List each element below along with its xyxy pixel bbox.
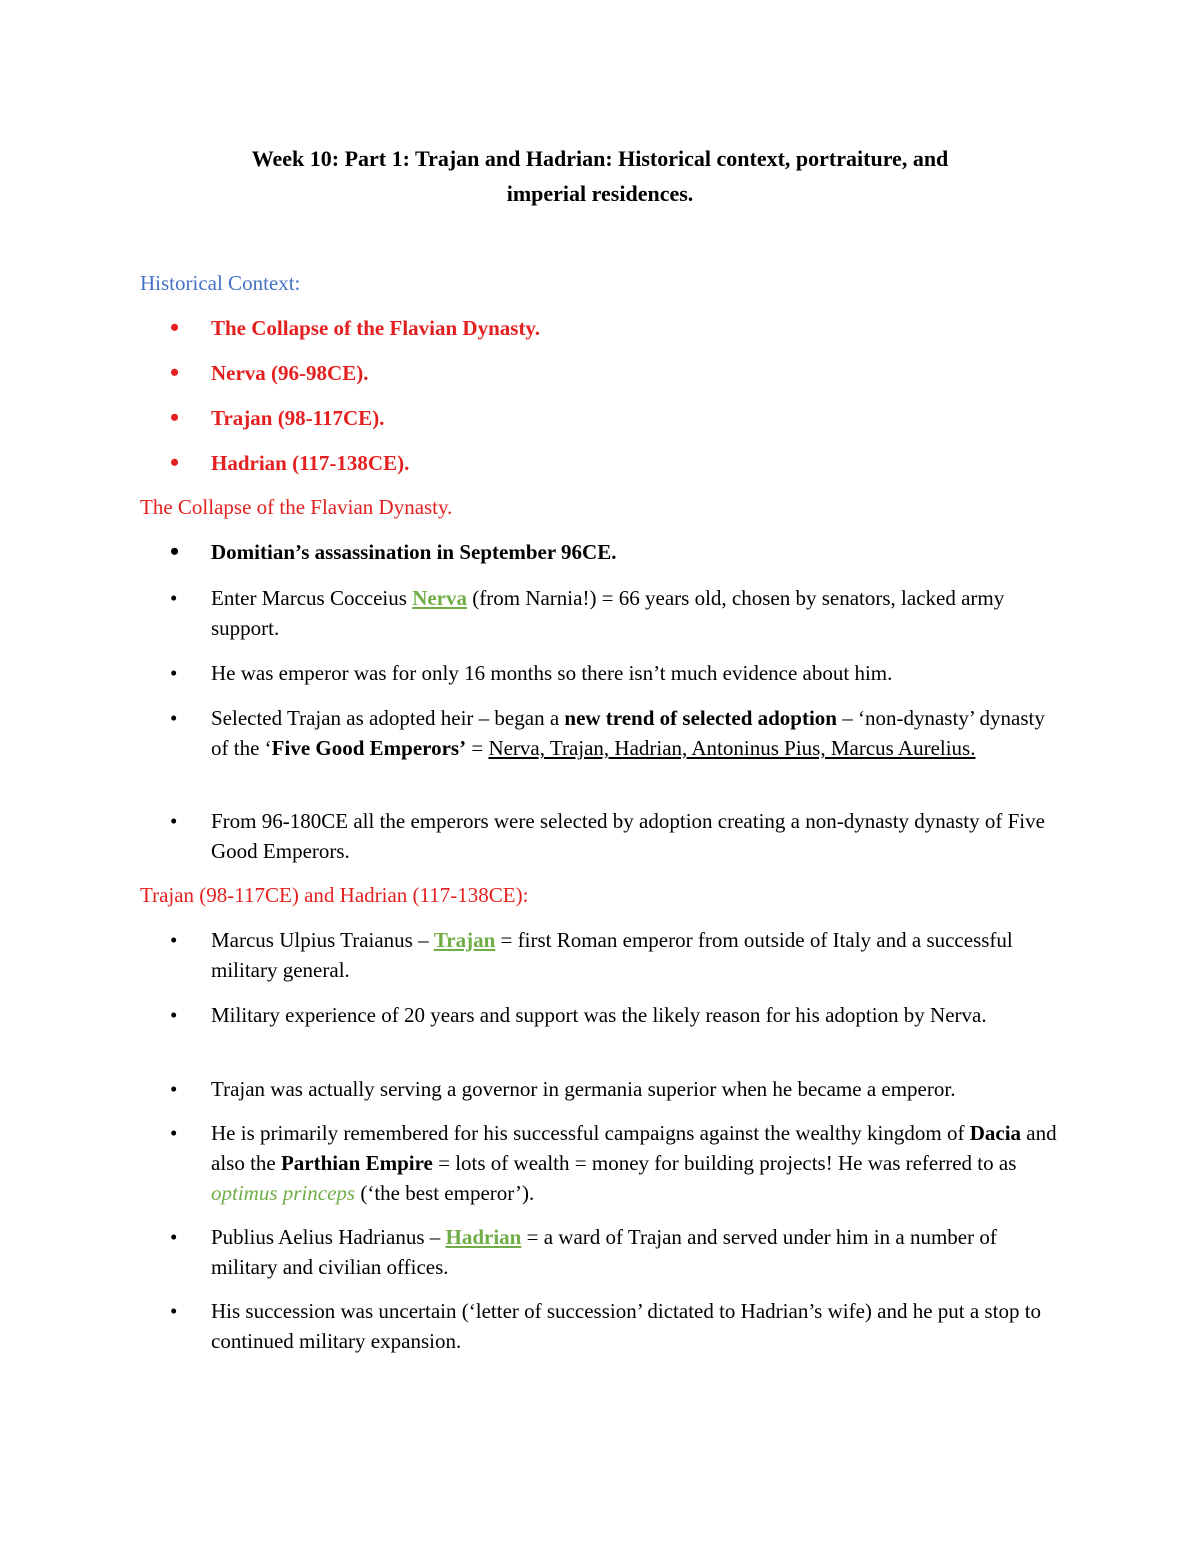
text-run: Marcus Ulpius Traianus – <box>211 928 434 952</box>
trajan-list-item <box>140 1118 1060 1208</box>
text-run: = first Roman emperor from outside of Italy and a successful military general. <box>211 928 1013 982</box>
trajan-list-item <box>140 1000 1060 1030</box>
bullet-icon: • <box>170 928 178 952</box>
trajan-item-text: Trajan was actually serving a governor in germania superior when he became a emperor. <box>211 1077 956 1101</box>
bullet-icon: • <box>170 809 178 833</box>
bullet-icon: • <box>170 448 180 477</box>
trajan-list-item <box>140 1222 1060 1282</box>
dacia-term: Dacia <box>969 1121 1022 1145</box>
trajan-list-item <box>140 925 1060 985</box>
trajan-item-text <box>211 1222 1060 1282</box>
text-run: = <box>466 736 489 760</box>
text-run-bold: Five Good Emperors’ <box>271 736 467 760</box>
flavian-list-item <box>140 537 1060 567</box>
text-run-bold: new trend of selected adoption <box>564 706 837 730</box>
text-run: Publius Aelius Hadrianus – <box>211 1225 446 1249</box>
text-run: = a ward of Trajan and served under him in a number of military and civilian offices. <box>211 1225 997 1279</box>
historical-context-heading: Historical Context: <box>140 271 301 295</box>
text-run: He is primarily remembered for his successful campaigns against the wealthy kingdom of <box>211 1121 970 1145</box>
text-run: – ‘non-dynasty’ dynasty of the ‘ <box>211 706 1045 760</box>
context-item-text: The Collapse of the Flavian Dynasty. <box>211 316 541 340</box>
bullet-icon: • <box>170 313 180 342</box>
bullet-icon: • <box>170 1299 178 1323</box>
text-run: (‘the best emperor’). <box>355 1181 535 1205</box>
text-run: (from Narnia!) = 66 years old, chosen by senators, lacked army support. <box>211 586 1005 640</box>
bullet-icon: • <box>170 403 180 432</box>
nerva-name: Nerva <box>412 586 467 610</box>
trajan-list-item <box>140 1296 1060 1356</box>
trajan-item-text: Military experience of 20 years and support was the likely reason for his adoption by Nerva. <box>211 1003 987 1027</box>
parthian-term: Parthian Empire <box>280 1151 433 1175</box>
flavian-list-item <box>140 806 1060 866</box>
title-line-2: imperial residences. <box>506 181 694 206</box>
flavian-item-text: He was emperor was for only 16 months so there isn’t much evidence about him. <box>211 661 893 685</box>
trajan-item-text <box>211 925 1060 985</box>
trajan-hadrian-heading: Trajan (98-117CE) and Hadrian (117-138CE): <box>140 883 529 907</box>
flavian-item-text <box>211 703 1060 763</box>
flavian-item-text: Domitian’s assassination in September 96CE. <box>211 540 617 564</box>
bullet-icon: • <box>170 1225 178 1249</box>
context-list-item <box>140 448 1060 478</box>
title-line-1: Week 10: Part 1: Trajan and Hadrian: Historical context, portraiture, and <box>251 146 949 171</box>
bullet-icon: • <box>170 706 178 730</box>
bullet-icon: • <box>170 661 178 685</box>
bullet-icon: • <box>170 586 178 610</box>
bullet-icon: • <box>170 1003 178 1027</box>
latin-term: optimus princeps <box>211 1181 356 1205</box>
trajan-name: Trajan <box>433 928 496 952</box>
flavian-list-item <box>140 658 1060 688</box>
context-item-text: Nerva (96-98CE). <box>211 361 369 385</box>
flavian-item-text <box>211 583 1060 643</box>
trajan-item-text <box>211 1118 1060 1208</box>
trajan-list-item <box>140 1074 1060 1104</box>
text-run: = lots of wealth = money for building projects! He was referred to as <box>432 1151 1017 1175</box>
context-list-item <box>140 403 1060 433</box>
bullet-icon: • <box>170 537 180 566</box>
context-list-item <box>140 358 1060 388</box>
context-list-item <box>140 313 1060 343</box>
text-run: Selected Trajan as adopted heir – began a <box>211 706 565 730</box>
trajan-item-text: His succession was uncertain (‘letter of succession’ dictated to Hadrian’s wife) and he put a stop to continued military expansion. <box>211 1299 1042 1353</box>
bullet-icon: • <box>170 358 180 387</box>
text-run: Enter Marcus Cocceius <box>211 586 413 610</box>
text-run: and also the <box>211 1121 1057 1175</box>
flavian-list-item <box>140 583 1060 643</box>
flavian-item-text: From 96-180CE all the emperors were selected by adoption creating a non-dynasty dynasty of Five Good Emperors. <box>211 809 1045 863</box>
flavian-heading: The Collapse of the Flavian Dynasty. <box>140 495 453 519</box>
document-title <box>140 141 1060 211</box>
bullet-icon: • <box>170 1077 178 1101</box>
bullet-icon: • <box>170 1121 178 1145</box>
context-item-text: Trajan (98-117CE). <box>211 406 385 430</box>
flavian-list-item <box>140 703 1060 763</box>
context-item-text: Hadrian (117-138CE). <box>211 451 410 475</box>
emperor-list: Nerva, Trajan, Hadrian, Antoninus Pius, Marcus Aurelius. <box>488 736 976 760</box>
hadrian-name: Hadrian <box>445 1225 522 1249</box>
